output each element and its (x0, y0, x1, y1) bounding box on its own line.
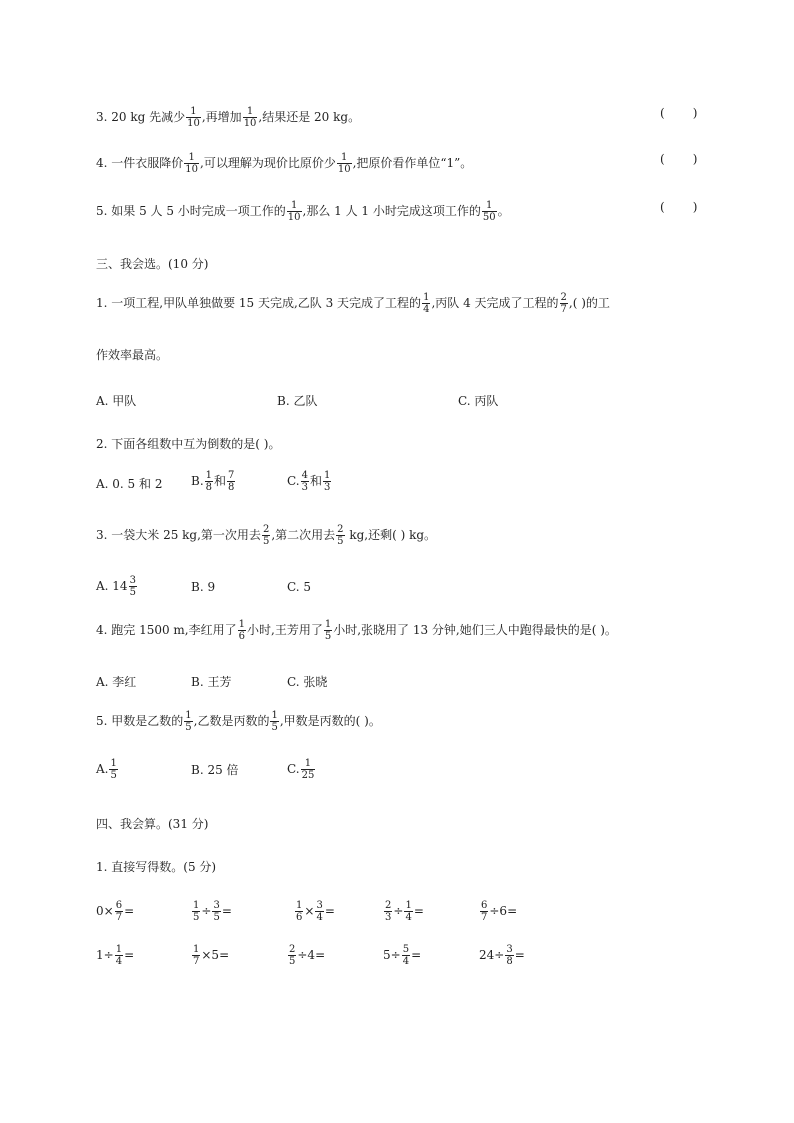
calc-item (287, 944, 325, 967)
fraction (301, 470, 309, 493)
question-text: kg,还剩( ) kg。 (345, 528, 437, 542)
fraction (560, 292, 568, 315)
question-text: 1. 一项工程,甲队单独做要 15 天完成,乙队 3 天完成了工程的 (96, 296, 422, 310)
denominator: 4 (115, 956, 123, 967)
fraction (184, 152, 199, 175)
section-3-heading: 三、我会选。(10 分) (96, 257, 209, 271)
question-text: ,( )的工 (568, 296, 610, 310)
denominator: 5 (110, 770, 117, 781)
answer-bracket-4[interactable] (660, 152, 700, 166)
numerator: 1 (324, 619, 332, 630)
calc-item (96, 900, 134, 923)
fraction (336, 524, 344, 547)
answer-bracket-3[interactable] (660, 106, 700, 120)
option-a[interactable] (96, 575, 138, 598)
calc-text: ÷4= (297, 948, 326, 962)
denominator: 3 (385, 912, 392, 923)
question-text: 4. 跑完 1500 m,李红用了 (96, 623, 237, 637)
fraction (404, 900, 412, 923)
numerator: 6 (115, 900, 123, 911)
fraction (184, 710, 192, 733)
bracket-close: ) (692, 152, 698, 166)
calc-item (383, 944, 421, 967)
denominator: 5 (262, 536, 270, 547)
option-label: A. (96, 762, 109, 776)
calc-text: ×5= (201, 948, 230, 962)
question-text: 。 (497, 204, 510, 218)
fraction (115, 944, 123, 967)
fraction (337, 152, 352, 175)
bracket-open: ( (660, 152, 665, 166)
denominator: 5 (337, 536, 344, 547)
question-text: 小时,王芳用了 (247, 623, 323, 637)
denominator: 10 (243, 118, 257, 129)
calc-text: = (411, 948, 422, 962)
question-text: ,那么 1 人 1 小时完成这项工作的 (302, 204, 481, 218)
numerator: 1 (205, 470, 213, 481)
numerator: 3 (506, 944, 513, 955)
option-c[interactable] (287, 470, 332, 493)
fraction (505, 944, 513, 967)
judge-question-5 (96, 200, 510, 223)
denominator: 7 (115, 912, 123, 923)
calc-item (191, 944, 229, 967)
fraction (482, 200, 497, 223)
fraction (315, 900, 323, 923)
numerator: 2 (289, 944, 296, 955)
numerator: 1 (423, 292, 430, 303)
denominator: 4 (316, 912, 323, 923)
fraction (295, 900, 303, 923)
numerator: 3 (129, 575, 136, 586)
numerator: 6 (481, 900, 488, 911)
option-b[interactable]: B. 乙队 (277, 394, 318, 408)
fraction (129, 575, 137, 598)
calc-text: 24÷ (479, 948, 505, 962)
choice-question-3 (96, 524, 436, 547)
fraction (287, 200, 302, 223)
question-text: ,乙数是丙数的 (193, 714, 270, 728)
calc-item (191, 900, 232, 923)
calc-text: = (324, 904, 335, 918)
numerator: 7 (228, 470, 235, 481)
calc-text: ÷ (393, 904, 404, 918)
option-c[interactable] (287, 758, 316, 781)
option-b[interactable] (191, 470, 236, 493)
fraction (422, 292, 430, 315)
question-text: ,第二次用去 (271, 528, 336, 542)
numerator: 1 (115, 944, 123, 955)
calc-text: × (304, 904, 315, 918)
calc-text: ÷6= (489, 904, 518, 918)
judge-question-3 (96, 106, 360, 129)
calc-text: = (124, 904, 135, 918)
denominator: 8 (205, 482, 213, 493)
question-text: ,结果还是 20 kg。 (258, 110, 361, 124)
choice-question-1 (96, 292, 610, 315)
numerator: 1 (188, 152, 195, 163)
fraction (480, 900, 488, 923)
question-continuation: 作效率最高。 (96, 348, 169, 362)
numerator: 2 (385, 900, 392, 911)
fraction (262, 524, 270, 547)
question-text: ,再增加 (201, 110, 242, 124)
option-c[interactable]: C. 张晓 (287, 675, 328, 689)
denominator: 5 (129, 587, 136, 598)
question-text: ,丙队 4 天完成了工程的 (431, 296, 559, 310)
option-c[interactable]: C. 丙队 (458, 394, 499, 408)
option-a[interactable] (96, 758, 119, 781)
calc-text: = (514, 948, 525, 962)
numerator: 1 (193, 900, 200, 911)
numerator: 2 (560, 292, 567, 303)
fraction (238, 619, 246, 642)
numerator: 1 (486, 200, 493, 211)
fraction (288, 944, 296, 967)
calc-item (479, 944, 525, 967)
option-a[interactable]: A. 0. 5 和 2 (96, 477, 163, 491)
option-text: 和 (309, 474, 322, 488)
calc-text: = (124, 948, 135, 962)
numerator: 3 (213, 900, 220, 911)
denominator: 10 (287, 212, 301, 223)
fraction (323, 470, 331, 493)
calc-item (96, 944, 134, 967)
numerator: 1 (304, 758, 312, 769)
bracket-open: ( (660, 200, 665, 214)
option-label: C. (287, 762, 300, 776)
denominator: 6 (296, 912, 303, 923)
numerator: 1 (238, 619, 246, 630)
calc-text: 5÷ (383, 948, 401, 962)
choice-question-5 (96, 710, 381, 733)
calc-item (294, 900, 335, 923)
fraction (109, 758, 117, 781)
numerator: 1 (271, 710, 278, 721)
option-label: C. (287, 474, 300, 488)
numerator: 5 (402, 944, 410, 955)
calc-text: 1÷ (96, 948, 114, 962)
calc-item (479, 900, 517, 923)
denominator: 7 (560, 304, 567, 315)
fraction (270, 710, 278, 733)
denominator: 3 (323, 482, 331, 493)
answer-bracket-5[interactable] (660, 200, 700, 214)
denominator: 5 (213, 912, 220, 923)
denominator: 10 (185, 164, 198, 175)
section-4-heading: 四、我会算。(31 分) (96, 817, 209, 831)
question-text: 5. 如果 5 人 5 小时完成一项工作的 (96, 204, 286, 218)
denominator: 4 (402, 956, 410, 967)
numerator: 1 (185, 710, 192, 721)
numerator: 1 (341, 152, 348, 163)
numerator: 2 (337, 524, 344, 535)
denominator: 5 (193, 912, 200, 923)
numerator: 1 (323, 470, 331, 481)
denominator: 5 (185, 722, 192, 733)
numerator: 1 (110, 758, 117, 769)
bracket-open: ( (660, 106, 665, 120)
fraction (212, 900, 220, 923)
option-a[interactable]: A. 甲队 (96, 394, 137, 408)
option-b[interactable]: B. 9 (191, 580, 216, 594)
question-text: 小时,张晓用了 13 分钟,她们三人中跑得最快的是( )。 (333, 623, 617, 637)
calc-text: = (221, 904, 232, 918)
choice-question-4 (96, 619, 617, 642)
numerator: 1 (190, 106, 197, 117)
question-text: 3. 一袋大米 25 kg,第一次用去 (96, 528, 261, 542)
calc-text: ÷ (201, 904, 212, 918)
denominator: 4 (423, 304, 430, 315)
numerator: 1 (405, 900, 412, 911)
denominator: 3 (301, 482, 308, 493)
denominator: 8 (228, 482, 235, 493)
question-text: ,甲数是丙数的( )。 (279, 714, 381, 728)
numerator: 2 (262, 524, 270, 535)
option-b[interactable]: B. 王芳 (191, 675, 232, 689)
question-text: ,把原价看作单位“1”。 (352, 156, 473, 170)
fraction (115, 900, 123, 923)
numerator: 1 (246, 106, 254, 117)
fraction (384, 900, 392, 923)
option-text: 和 (214, 474, 227, 488)
numerator: 1 (193, 944, 200, 955)
fraction (301, 758, 316, 781)
fraction (227, 470, 235, 493)
denominator: 25 (301, 770, 315, 781)
denominator: 6 (238, 631, 246, 642)
fraction (186, 106, 201, 129)
denominator: 8 (506, 956, 513, 967)
judge-question-4 (96, 152, 472, 175)
numerator: 3 (316, 900, 323, 911)
fraction (192, 944, 200, 967)
fraction (243, 106, 258, 129)
option-b[interactable]: B. 25 倍 (191, 763, 239, 777)
fraction (192, 900, 200, 923)
fraction (402, 944, 410, 967)
bracket-close: ) (692, 106, 698, 120)
numerator: 4 (301, 470, 308, 481)
denominator: 10 (187, 118, 200, 129)
denominator: 7 (193, 956, 200, 967)
denominator: 10 (337, 164, 351, 175)
sub-question-1: 1. 直接写得数。(5 分) (96, 860, 217, 874)
denominator: 4 (405, 912, 412, 923)
calc-item (383, 900, 424, 923)
numerator: 1 (290, 200, 298, 211)
question-text: ,可以理解为现价比原价少 (200, 156, 336, 170)
question-text: 3. 20 kg 先减少 (96, 110, 186, 124)
option-label: B. (191, 474, 204, 488)
choice-question-2: 2. 下面各组数中互为倒数的是( )。 (96, 437, 281, 451)
option-text: A. 14 (96, 579, 128, 593)
option-a[interactable]: A. 李红 (96, 675, 137, 689)
denominator: 5 (289, 956, 296, 967)
denominator: 50 (482, 212, 496, 223)
fraction (205, 470, 213, 493)
calc-text: = (413, 904, 424, 918)
calc-text: 0× (96, 904, 114, 918)
bracket-close: ) (692, 200, 698, 214)
denominator: 7 (481, 912, 488, 923)
option-c[interactable]: C. 5 (287, 580, 312, 594)
question-text: 5. 甲数是乙数的 (96, 714, 184, 728)
denominator: 5 (324, 631, 332, 642)
numerator: 1 (296, 900, 303, 911)
question-text: 4. 一件衣服降价 (96, 156, 184, 170)
fraction (324, 619, 332, 642)
denominator: 5 (271, 722, 278, 733)
